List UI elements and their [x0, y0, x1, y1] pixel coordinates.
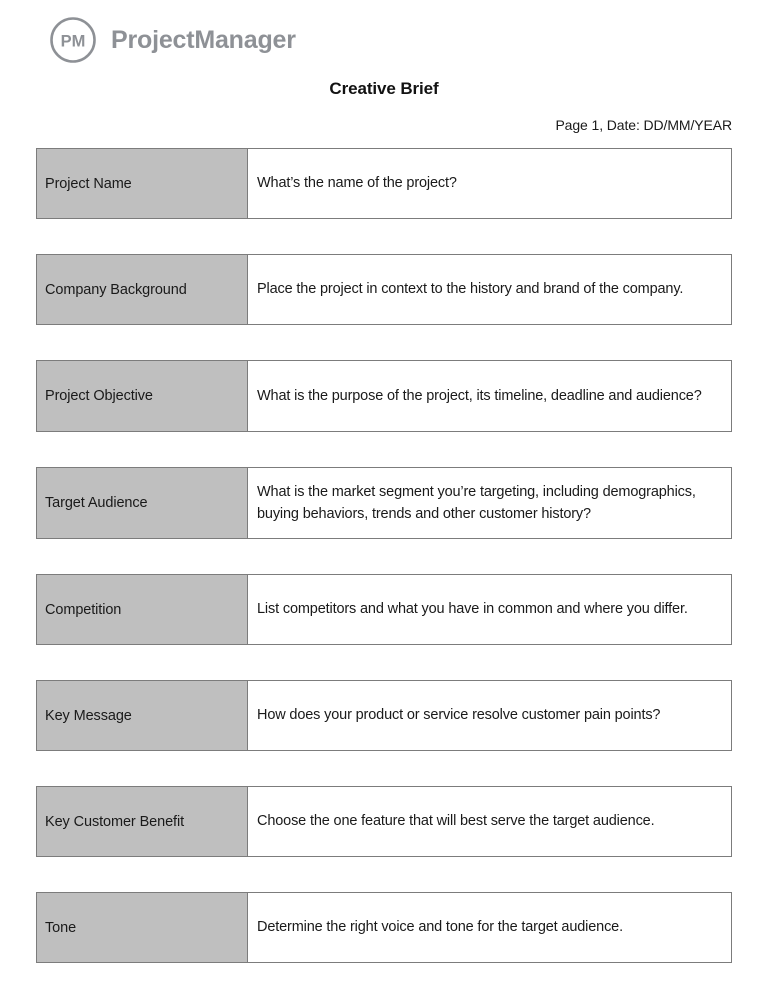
row-label: Company Background [37, 255, 248, 324]
table-row [36, 360, 732, 432]
row-content[interactable]: Choose the one feature that will best serve the target audience. [257, 813, 655, 830]
page-title: Creative Brief [329, 79, 439, 98]
table-row [36, 148, 732, 219]
row-content[interactable]: How does your product or service resolve customer pain points? [257, 707, 661, 724]
row-label: Tone [37, 893, 248, 962]
row-content[interactable]: Place the project in context to the history and brand of the company. [257, 281, 684, 298]
page-meta: Page 1, Date: DD/MM/YEAR [555, 117, 732, 133]
table-row [36, 254, 732, 325]
brand-name: ProjectManager [111, 25, 296, 54]
row-content[interactable]: Determine the right voice and tone for the target audience. [257, 919, 623, 936]
table-row [36, 680, 732, 751]
row-content[interactable]: What’s the name of the project? [257, 175, 457, 192]
row-label: Project Objective [37, 361, 248, 431]
row-label: Target Audience [37, 468, 248, 538]
row-label: Key Message [37, 681, 248, 750]
table-row [36, 467, 732, 539]
row-content[interactable]: List competitors and what you have in common and where you differ. [257, 601, 688, 618]
svg-text:PM: PM [60, 32, 86, 51]
row-content[interactable]: What is the market segment you’re targeting, including demographics, buying behaviors, trends and other customer history? [257, 483, 696, 522]
table-row [36, 574, 732, 645]
brand-logo [48, 13, 296, 67]
table-row [36, 892, 732, 963]
row-label: Key Customer Benefit [37, 787, 248, 856]
row-label: Competition [37, 575, 248, 644]
row-label: Project Name [37, 149, 248, 218]
creative-brief-table [36, 148, 732, 998]
table-row [36, 786, 732, 857]
project-manager-logo-icon [48, 15, 98, 65]
row-content[interactable]: What is the purpose of the project, its timeline, deadline and audience? [257, 387, 702, 404]
